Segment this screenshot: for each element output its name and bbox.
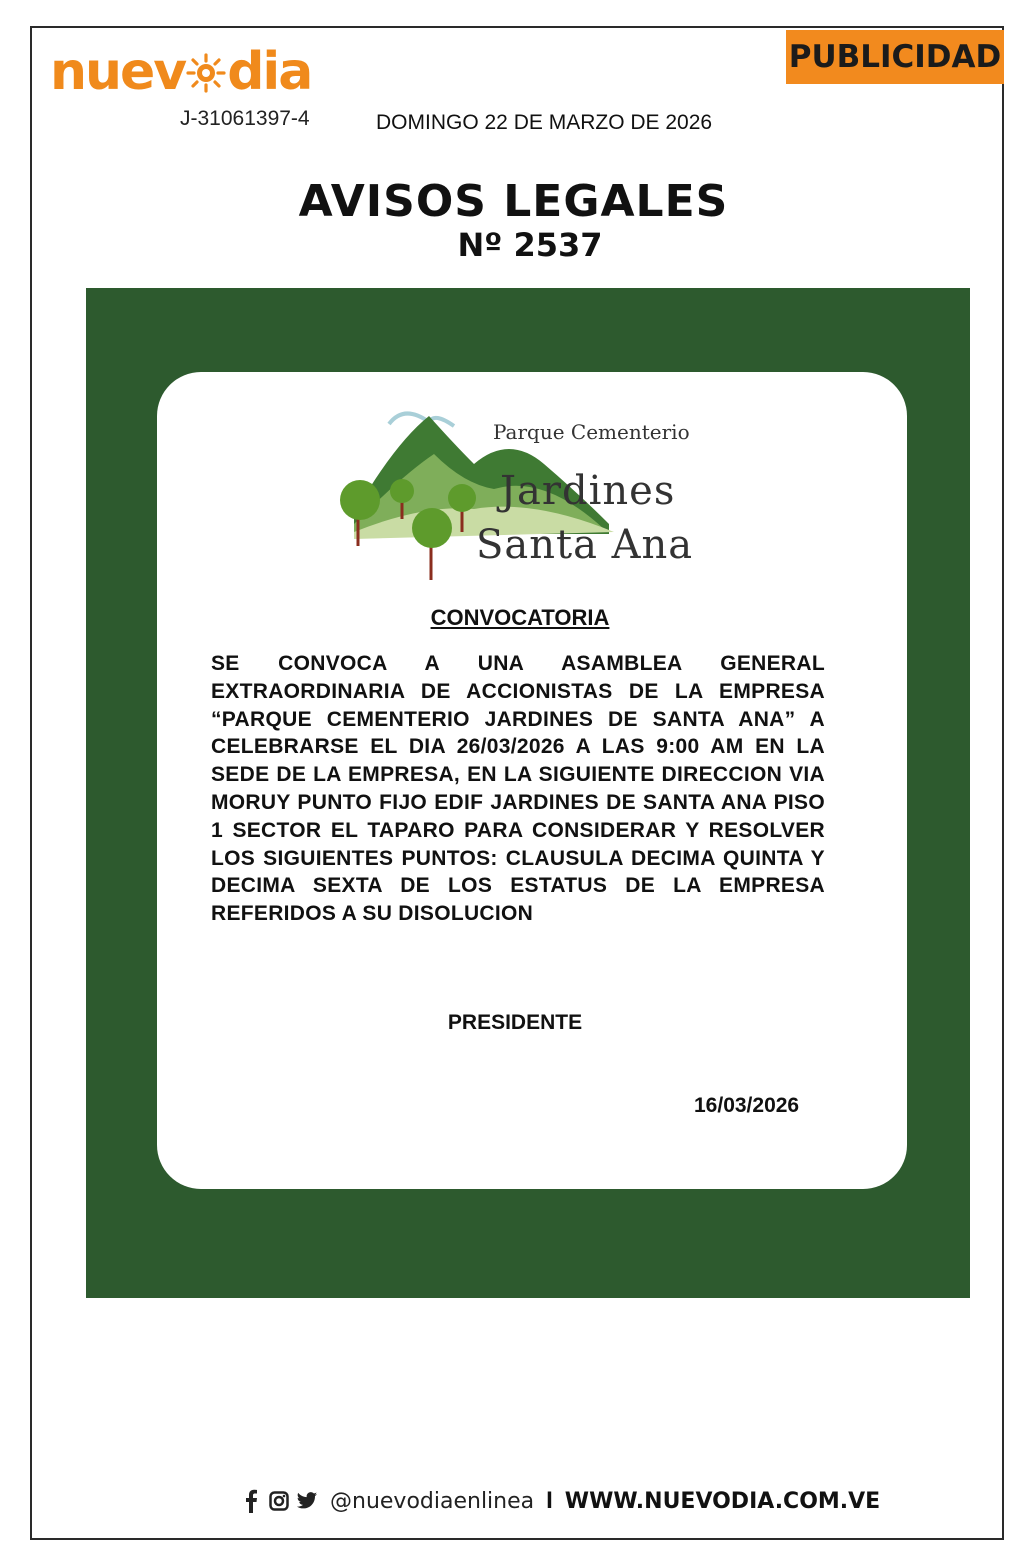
tax-id: J-31061397-4 — [180, 107, 310, 130]
newspaper-logo — [50, 42, 312, 102]
facebook-icon[interactable] — [240, 1489, 262, 1513]
notice-date: 16/03/2026 — [694, 1094, 800, 1117]
brand-line-1: Parque Cementerio — [493, 420, 690, 444]
notice-heading: CONVOCATORIA — [430, 605, 610, 630]
brand-line-2: Jardines — [500, 468, 676, 514]
website-link[interactable]: WWW.NUEVODIA.COM.VE — [564, 1488, 881, 1514]
notice-body: SE CONVOCA A UNA ASAMBLEA GENERAL EXTRAORDINARIA DE ACCIONISTAS DE LA EMPRESA “PARQUE CEMENTERIO JARDINES DE SANTA ANA” A CELEBRARSE EL DIA 26/03/2026 A LAS 9:00 AM EN LA SEDE DE LA EMPRESA, EN LA SIGUIENTE DIRECCION VIA MORUY PUNTO FIJO EDIF JARDINES DE SANTA ANA PISO 1 SECTOR EL TAPARO PARA CONSIDERAR Y RESOLVER LOS SIGUIENTES PUNTOS: CLAUSULA DECIMA QUINTA Y DECIMA SEXTA DE LOS ESTATUS DE LA EMPRESA REFERIDOS A SU DISOLUCION — [211, 652, 825, 926]
page-title: AVISOS LEGALES — [298, 176, 729, 227]
signature: PRESIDENTE — [447, 1011, 583, 1034]
footer-separator: I — [546, 1487, 553, 1514]
instagram-icon[interactable] — [268, 1489, 290, 1513]
sun-icon — [186, 53, 226, 93]
twitter-icon[interactable] — [296, 1489, 318, 1513]
logo-text-part2: dia — [227, 42, 312, 102]
notice-number: Nº 2537 — [457, 226, 603, 264]
logo-text-part1: nuev — [50, 42, 186, 102]
social-handle[interactable]: @nuevodiaenlinea — [330, 1488, 535, 1514]
issue-date: DOMINGO 22 DE MARZO DE 2026 — [376, 111, 713, 134]
brand-line-3: Santa Ana — [476, 522, 694, 568]
footer — [240, 1486, 880, 1516]
section-badge: PUBLICIDAD — [786, 30, 1004, 84]
